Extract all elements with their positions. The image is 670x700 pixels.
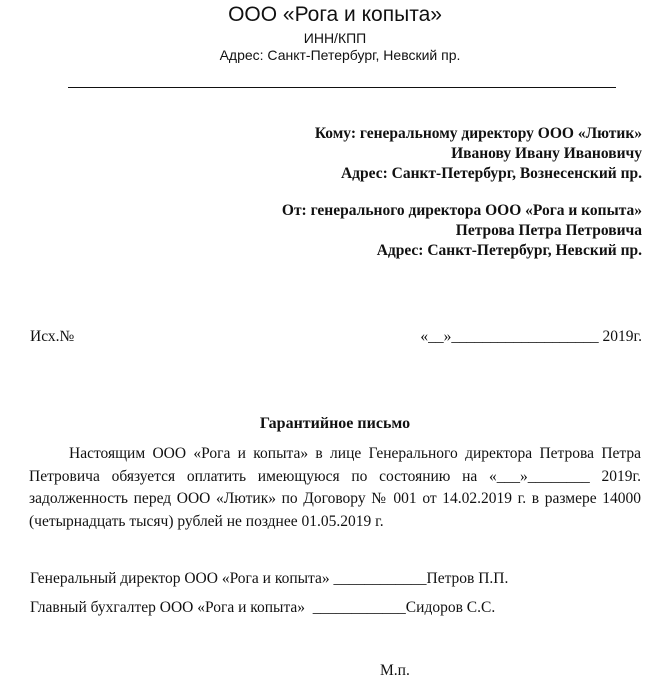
stamp-place: М.п. xyxy=(380,662,410,679)
director-signature-line: Генеральный директор ООО «Рога и копыта» ____________Петров П.П. xyxy=(30,570,509,587)
company-name: ООО «Рога и копыта» xyxy=(228,3,442,26)
recipient-line-3: Адрес: Санкт-Петербург, Вознесенский пр. xyxy=(340,165,642,182)
sender-line-1: От: генерального директора ООО «Рога и копыта» xyxy=(281,202,642,219)
outgoing-number: Исх.№ xyxy=(30,328,75,345)
recipient-line-2: Иванову Ивану Ивановичу xyxy=(451,145,642,162)
letter-title: Гарантийное письмо xyxy=(259,415,411,432)
company-address: Адрес: Санкт-Петербург, Невский пр. xyxy=(219,47,461,63)
recipient-block xyxy=(315,124,642,184)
recipient-line-1: Кому: генеральному директору ООО «Лютик» xyxy=(314,125,642,142)
accountant-signature-line: Главный бухгалтер ООО «Рога и копыта» ____________Сидоров С.С. xyxy=(30,599,496,616)
sender-line-3: Адрес: Санкт-Петербург, Невский пр. xyxy=(376,242,642,259)
sender-line-2: Петрова Петра Петровича xyxy=(455,222,642,239)
letter-date: «__»___________________ 2019г. xyxy=(420,328,642,345)
inn-kpp: ИНН/КПП xyxy=(303,30,367,46)
letter-body: Настоящим ООО «Рога и копыта» в лице Генерального директора Петрова Петра Петровича обязуется оплатить имеющуюся по состоянию на «___»________ 2019г. задолженность перед ООО «Лютик» по Договору № 001 от 14.02.2019 г. в размере 14000 (четырнадцать тысяч) рублей не позднее 01.05.2019 г. xyxy=(29,445,641,530)
header-divider xyxy=(68,87,616,88)
sender-block xyxy=(282,201,642,261)
